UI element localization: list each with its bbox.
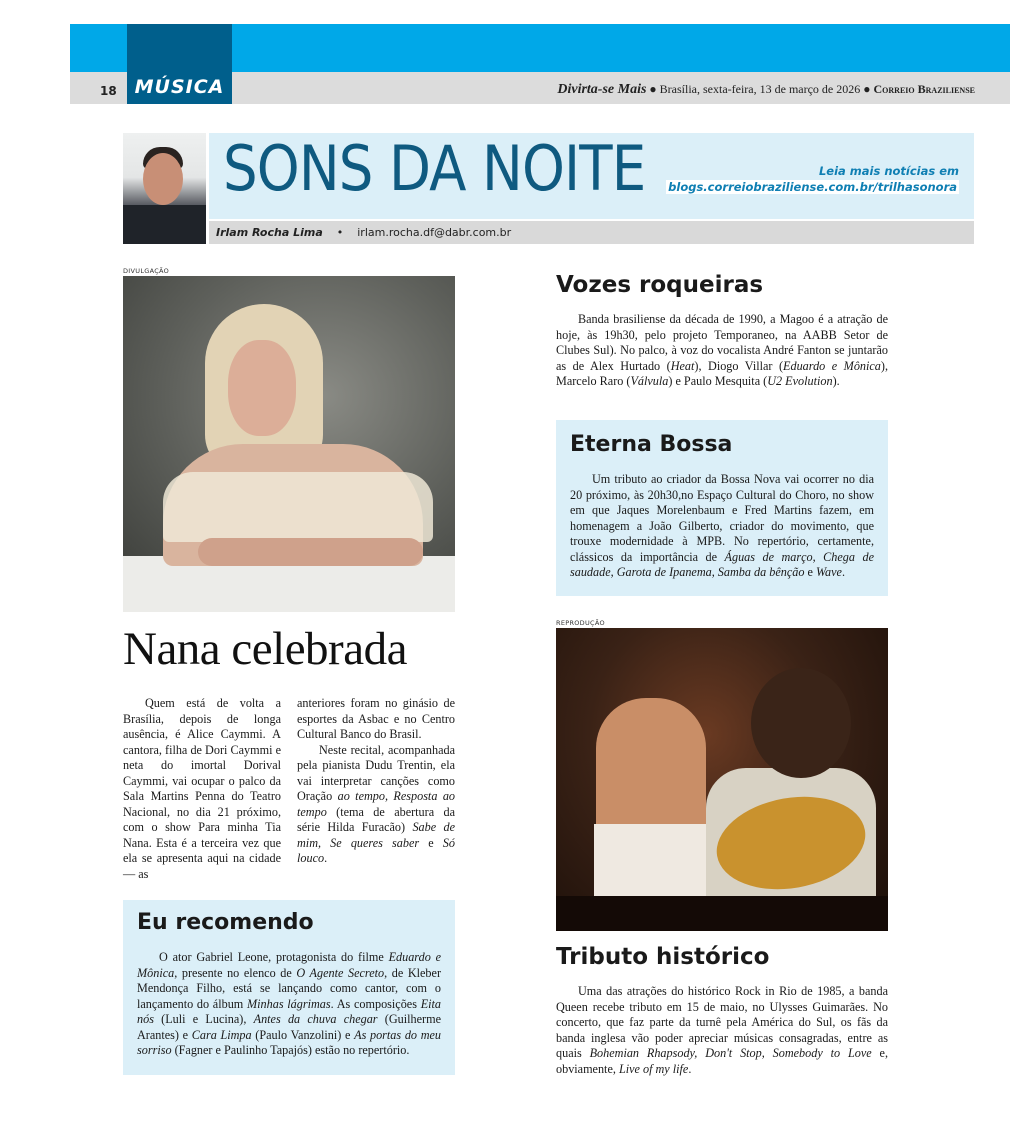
newspaper-name: Correio Braziliense [873, 82, 975, 96]
main-headline: Nana celebrada [123, 623, 407, 675]
columnist-photo [123, 133, 206, 244]
read-more [666, 163, 959, 195]
recommend-paragraph: O ator Gabriel Leone, protagonista do filme Eduardo e Mônica, presente no elenco de O Agente Secreto, de Kleber Mendonça Filho, está se lançando como cantor, com o lançamento do álbum Minhas lágrimas. As composições Eita nós (Luli e Lucina), Antes da chuva chegar (Guilherme Arantes) e Cara Limpa (Paulo Vanzolini) e As portas do meu sorriso (Fagner e Paulinho Tapajós) estão no repertório. [137, 950, 442, 1057]
vozes-paragraph: Banda brasiliense da década de 1990, a Magoo é a atração de hoje, às 19h30, pelo projeto Temporaneo, na AABB Setor de Clubes Sul). No palco, à voz do vocalista André Fanton se juntarão as de Alex Hurtado (Heat), Diogo Villar (Eduardo e Mônica), Marcelo Raro (Válvula) e Paulo Mesquita (U2 Evolution). [556, 312, 889, 388]
recommend-text [137, 950, 441, 1059]
page-number: 18 [100, 84, 117, 98]
column-title: SONS DA NOITE [223, 132, 646, 205]
tributo-heading: Tributo histórico [556, 944, 770, 970]
author-name: Irlam Rocha Lima [216, 226, 323, 239]
main-story-paragraph-1: Quem está de volta a Brasília, depois de longa ausência, é Alice Caymmi. A cantora, filha de Dori Caymmi e neta do imortal Dorival Caymmi, vai ocupar o palco da Sala Martins Penna do Teatro Nacional, no dia 21 próximo, com o show Para minha Tia Nana. Esta é a terceira vez que ela se apresenta aqui na cidade — as [123, 696, 281, 881]
bossa-text [570, 472, 874, 581]
dateline [557, 82, 975, 98]
main-story-photo [123, 276, 455, 612]
byline-bullet: • [326, 226, 354, 239]
tributo-paragraph: Uma das atrações do histórico Rock in Rio de 1985, a banda Queen recebe tributo em 15 de maio, no Ulysses Guimarães. No concerto, que faz parte da turnê pela América do Sul, os fãs da banda inglesa vão poder apreciar músicas consagradas, entre as quais Bohemian Rhapsody, Don't Stop, Somebody to Love e, obviamente, Live of my life. [556, 984, 889, 1076]
main-story-paragraph-2: anteriores foram no ginásio de esportes da Asbac e no Centro Cultural Banco do Brasil. [297, 696, 455, 741]
concert-photo [556, 628, 888, 931]
author-email[interactable]: irlam.rocha.df@dabr.com.br [357, 226, 512, 239]
main-story-paragraph-3: Neste recital, acompanhada pela pianista Dudu Trentin, ela vai interpretar canções como Oração ao tempo, Resposta ao tempo (tema de abertura da série Hilda Furacão) Sabe de mim, Se queres saber e Só louco. [297, 742, 456, 865]
section-badge [127, 24, 232, 104]
vozes-heading: Vozes roqueiras [556, 272, 764, 298]
read-more-label: Leia mais notícias em [818, 164, 959, 178]
byline [216, 226, 511, 239]
tributo-text [556, 984, 888, 1077]
bossa-heading: Eterna Bossa [570, 432, 733, 457]
main-story-column-1 [123, 696, 281, 882]
recommend-heading: Eu recomendo [137, 910, 314, 935]
bullet-2: ● [863, 82, 874, 96]
main-story-column-2 [297, 696, 455, 867]
edition-date: Brasília, sexta-feira, 13 de março de 2026 [659, 82, 861, 96]
bossa-paragraph: Um tributo ao criador da Bossa Nova vai ocorrer no dia 20 próximo, às 20h30,no Espaço Cultural do Choro, no show em que Jaques Morelenbaum e Fred Martins fazem, em homenagem a João Gilberto, criador do movimento, que trouxe modernidade à MPB. No repertório, certamente, clássicos da importância de Águas de março, Chega de saudade, Garota de Ipanema, Samba da bênção e Wave. [570, 472, 874, 579]
photo-credit-main: DIVULGAÇÃO [123, 267, 170, 275]
supplement-name: Divirta-se Mais [557, 82, 647, 97]
vozes-text [556, 312, 888, 390]
bullet-1: ● [649, 82, 660, 96]
photo-credit-queen: REPRODUÇÃO [556, 619, 605, 627]
section-label: MÚSICA [134, 76, 225, 98]
blog-link[interactable]: blogs.correiobraziliense.com.br/trilhasonora [668, 180, 957, 194]
